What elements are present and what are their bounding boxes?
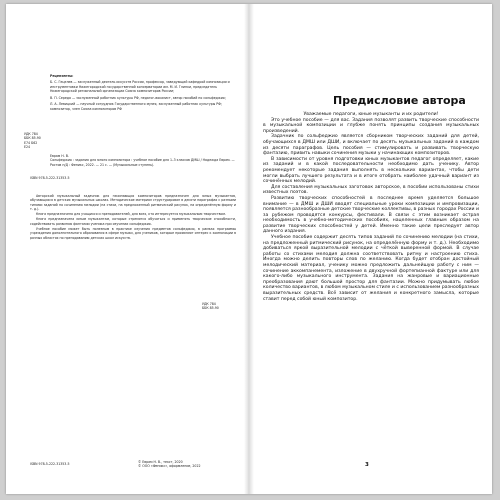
preface-paragraph: Учебное пособие содержит десять типов заданий по сочинению мелодии (на стихи, на предложенный ритмический рисунок, на определённую форму и т. д.). Необходимо добиваться яркой выразительной мелодии с чёткой выверенной формой. В случае работы со стихами мелодия должна соответствовать ритму и настроению стиха. Иногда можно делить повторы слов по желанию. Когда будет отобран достойный мелодический материал, ученику можно предложить дальнейшую работу с ним — сочинение аккомпанемента, изложение в двухручной фортепианной фактуре или для какого-либо музыкального инструмента. Задания на жанровые и вариационные преобразования дают большой простор для фантазии. Можно придумывать любое количество вариантов, в любом музыкальном стиле и с использованием разнообразных выразительных средств. Всё зависит от желания и конкретного замысла, которые ставит перед собой юный композитор. bbox=[263, 235, 479, 302]
bib-description: Сольфеджио : задания для юного композитора : учебное пособие для 1–3 классов ДМШ / Надежда Еврам. — Ростов н/Д : Феникс, 2022. — 21 с. — (Музыкальные ступень). bbox=[50, 158, 235, 167]
annotation-paragraph: Книга предназначена для учащихся и преподавателей, для всех, кто интересуется музыкальным творчеством. bbox=[36, 212, 226, 217]
reviewer-entry: В. П. Середа — заслуженный работник культуры РФ, педагог-вокалист, автор пособий по сольфеджио; bbox=[50, 95, 226, 100]
copyright-notice: © Еврам Н. В., текст, 2020 © ООО «Феникс», оформление, 2022 bbox=[138, 460, 201, 469]
annotation-paragraph: Книга предназначена юным музыкантам, которые стремятся обучаться и применять творческие способности, содействовать развитию фантазии ученика при изучении сольфеджио. bbox=[30, 217, 236, 226]
left-page bbox=[6, 4, 249, 494]
bibliographic-record bbox=[50, 154, 236, 167]
preface-paragraph: Для составления музыкальных заготовок авторское, в пособии использованы стихи известных поэтов. bbox=[263, 184, 479, 196]
page-title: Предисловие автора bbox=[333, 94, 466, 107]
reviewer-entry: Л. А. Левицкий — научный сотрудник Государственного музея, заслуженный работник культуры РФ; композитор, член Союза композиторов РФ bbox=[50, 102, 222, 111]
isbn-bottom: ISBN 978-5-222-31353-5 bbox=[30, 462, 70, 466]
right-page bbox=[249, 4, 492, 494]
annotation-block bbox=[30, 194, 236, 241]
preface-paragraph: Развитию творческих способностей в последнее время уделяется большое внимание — в ДМШ и ДШИ вводят специальные уроки композиции и импровизации, появляется разнообразные детские творческие коллективы, в разных городах России и за рубежом проводятся конкурсы, фестивали. В связи с этим возникает острая необходимость в учебно-методических пособиях, нацеленных главным образом на развитие творческих способностей у детей. Именно такие цели преследует автор данного издания. bbox=[263, 195, 479, 235]
annotation-paragraph: Авторский музыкальный задачник для начинающих композиторов предназначен для юных музыкантов, обучающихся в детских музыкальных школах. Методическое материал структурирован в десяти параграфах с разными типами заданий по сочинению мелодии (на стихи, на предложенный ритмический рисунок, на определённую форму и т. д.). bbox=[30, 194, 236, 211]
preface-paragraph: Задачник по сольфеджио является сборником творческих заданий для детей, обучающихся в ДМШ или ДШИ, и включает по десять музыкальных заданий в каждом из десяти параграфов. Цель пособия — стимулировать и развивать творческую фантазию, привить навыки сочинения музыки у начинающих композиторов. bbox=[263, 134, 479, 157]
preface-paragraph: В зависимости от уровня подготовки юных музыкантов педагог определяет, какие из заданий и в какой последовательности необходимо дать ученику. Автор рекомендует некоторые задания выполнять в нескольких вариантах, чтобы дети могли выбрать лучшего результата и в итоге отобрать наиболее удачный вариант из сочинённых мелодий. bbox=[263, 156, 479, 185]
preface-text bbox=[263, 112, 479, 302]
author-line: Еврам Н. В. bbox=[50, 154, 69, 158]
reviewers-block bbox=[50, 74, 234, 114]
preface-paragraph: Это учебное пособие — для вас. Задания позволят развить творческие способности в музыкальной композиции и глубже понять принципы создания музыкальных произведений. bbox=[263, 117, 479, 134]
greeting: Уважаемые педагоги, юные музыканты и их родители! bbox=[303, 112, 439, 117]
isbn-mid: ISBN 978-5-222-31353-5 bbox=[30, 176, 70, 180]
reviewers-heading: Рецензенты: bbox=[50, 74, 74, 78]
udc-classification: УДК 784 ББК 85.90 Е74 Б62 Е24 bbox=[24, 132, 41, 149]
udc-right: УДК 784 ББК 85.90 bbox=[202, 302, 219, 311]
reviewer-entry: Б. С. Гецелев — заслуженный деятель искусств России, профессор, заведующий кафедрой композиции и инструментовки Нижегородской государственной консерватории им. М. И. Глинки, председатель Нижегородской региональной организации Союза композиторов России; bbox=[50, 80, 230, 93]
book-spread bbox=[6, 4, 492, 494]
annotation-paragraph: Учебное пособие может быть полезным в практике изучения предметов сольфеджио, в рамках программы учреждения дополнительного образования в сфере музыки, для учеников, которые проявляют интерес к композиции в разных областях по преподаванию детских школ искусств. bbox=[30, 227, 236, 240]
page-number: 3 bbox=[365, 462, 369, 468]
